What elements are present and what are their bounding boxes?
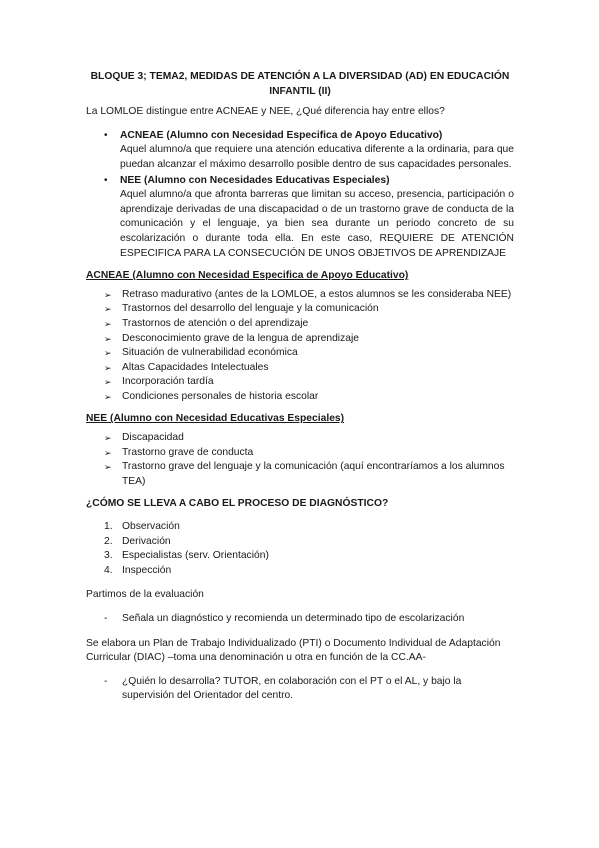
list-item: [86, 535, 514, 550]
list-item: [86, 446, 514, 461]
list-item-text: Discapacidad: [122, 432, 184, 444]
arrow-bullet-icon: ➢: [104, 433, 112, 444]
diagnosis-heading: ¿CÓMO SE LLEVA A CABO EL PROCESO DE DIAGNÓSTICO?: [86, 498, 389, 510]
list-item: [86, 612, 514, 627]
plan-paragraph: Se elabora un Plan de Trabajo Individualizado (PTI) o Documento Individual de Adaptación Curricular (DIAC) –toma una denominación u otra en función de la CC.AA-: [86, 637, 501, 664]
list-item-text: Altas Capacidades Intelectuales: [122, 361, 269, 373]
list-item: [86, 288, 514, 303]
list-item: [86, 302, 514, 317]
definition-term: NEE (Alumno con Necesidades Educativas Especiales): [120, 174, 390, 186]
step-number: 2.: [104, 535, 113, 547]
step-text: Observación: [122, 521, 180, 533]
step-number: 4.: [104, 564, 113, 576]
arrow-bullet-icon: ➢: [104, 289, 112, 300]
diagnosis-steps-list: [86, 520, 514, 578]
definition-item-acneae: [86, 129, 514, 173]
dash-bullet: -: [104, 675, 108, 687]
list-item: [86, 460, 514, 489]
arrow-bullet-icon: ➢: [104, 377, 112, 388]
list-item: [86, 346, 514, 361]
definitions-list: [86, 129, 514, 261]
step-number: 3.: [104, 550, 113, 562]
list-item-text: Condiciones personales de historia escolar: [122, 390, 319, 402]
definition-term: ACNEAE (Alumno con Necesidad Especifica de Apoyo Educativo): [120, 129, 443, 141]
list-item-text: Trastorno grave de conducta: [122, 446, 254, 458]
list-item: [86, 564, 514, 579]
list-item-text: Trastornos del desarrollo del lenguaje y la comunicación: [122, 303, 379, 315]
plan-list: [86, 675, 514, 704]
list-item: [86, 390, 514, 405]
nee-heading: NEE (Alumno con Necesidad Educativas Especiales): [86, 413, 345, 425]
acneae-heading: ACNEAE (Alumno con Necesidad Especifica de Apoyo Educativo): [86, 270, 409, 282]
evaluation-intro: Partimos de la evaluación: [86, 589, 204, 601]
list-item: [86, 675, 514, 704]
evaluation-list: [86, 612, 514, 627]
list-item: [86, 332, 514, 347]
page-title: BLOQUE 3; TEMA2, MEDIDAS DE ATENCIÓN A LA DIVERSIDAD (AD) EN EDUCACIÓN INFANTIL (II): [90, 71, 510, 97]
definition-text: Aquel alumno/a que afronta barreras que limitan su acceso, presencia, participación o aprendizaje derivadas de una discapacidad o de un trastorno grave de conducta de la comunicación y el lenguaje, ya bien sea durante un periodo concreto de su escolarización o durante toda ella. En este caso, REQUIERE DE ATENCIÓN ESPECIFICA PARA LA CONSECUCIÓN DE UNOS OBJETIVOS DE APRENDIZAJE: [120, 189, 514, 259]
list-item-text: Señala un diagnóstico y recomienda un determinado tipo de escolarización: [122, 613, 465, 624]
document-page: [86, 70, 514, 714]
list-item: [86, 520, 514, 535]
step-number: 1.: [104, 521, 113, 533]
intro-paragraph: La LOMLOE distingue entre ACNEAE y NEE, ¿Qué diferencia hay entre ellos?: [86, 106, 445, 118]
list-item-text: Trastornos de atención o del aprendizaje: [122, 317, 309, 329]
definition-text: Aquel alumno/a que requiere una atención educativa diferente a la ordinaria, para que puedan alcanzar el máximo desarrollo posible dentro de sus capacidades personales.: [120, 144, 514, 170]
list-item: [86, 549, 514, 564]
list-item-text: ¿Quién lo desarrolla? TUTOR, en colaboración con el PT o el AL, y bajo la supervisión del Orientador del centro.: [122, 675, 462, 702]
acneae-list: [86, 288, 514, 405]
list-item: [86, 431, 514, 446]
list-item: [86, 361, 514, 376]
arrow-bullet-icon: ➢: [104, 447, 112, 458]
step-text: Derivación: [122, 535, 171, 547]
arrow-bullet-icon: ➢: [104, 348, 112, 359]
list-item-text: Trastorno grave del lenguaje y la comunicación (aquí encontraríamos a los alumnos TEA): [122, 461, 505, 487]
list-item-text: Retraso madurativo (antes de la LOMLOE, a estos alumnos se les consideraba NEE): [122, 288, 512, 300]
definition-item-nee: [86, 174, 514, 262]
arrow-bullet-icon: ➢: [104, 391, 112, 402]
list-item: [86, 317, 514, 332]
arrow-bullet-icon: ➢: [104, 333, 112, 344]
step-text: Especialistas (serv. Orientación): [122, 550, 269, 562]
arrow-bullet-icon: ➢: [104, 304, 112, 315]
list-item-text: Incorporación tardía: [122, 376, 214, 388]
arrow-bullet-icon: ➢: [104, 462, 112, 473]
bullet-icon: •: [104, 129, 108, 141]
step-text: Inspección: [122, 564, 172, 576]
list-item-text: Desconocimiento grave de la lengua de aprendizaje: [122, 332, 359, 344]
dash-bullet: -: [104, 613, 108, 624]
bullet-icon: •: [104, 174, 108, 186]
nee-list: [86, 431, 514, 489]
arrow-bullet-icon: ➢: [104, 318, 112, 329]
list-item: [86, 375, 514, 390]
arrow-bullet-icon: ➢: [104, 362, 112, 373]
list-item-text: Situación de vulnerabilidad económica: [122, 347, 298, 359]
